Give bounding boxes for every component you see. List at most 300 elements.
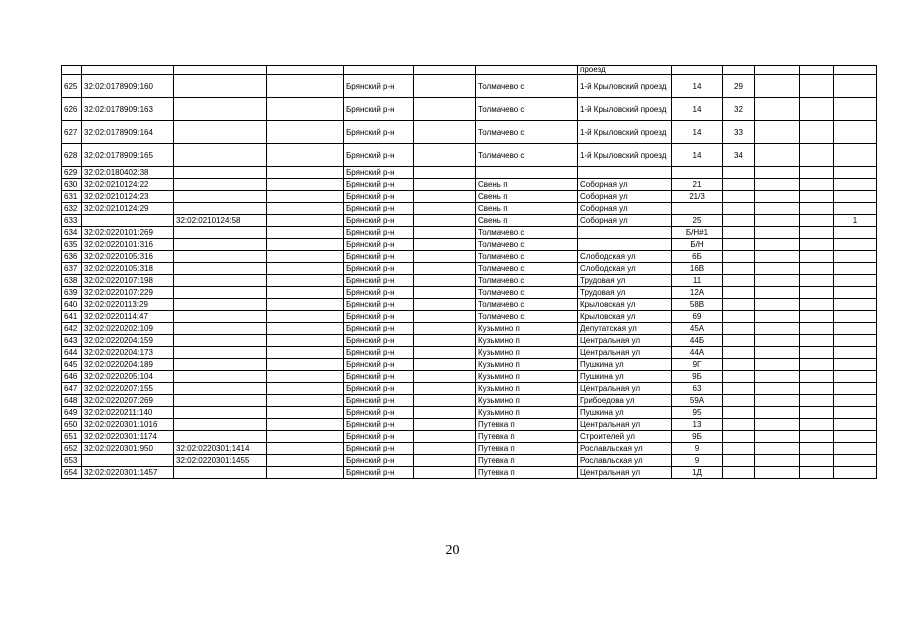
cell-blank-4	[267, 395, 344, 407]
row-number: 645	[62, 359, 82, 371]
settlement-cell: Путевка п	[476, 443, 578, 455]
district-cell: Брянский р-н	[344, 215, 414, 227]
district-cell: Брянский р-н	[344, 275, 414, 287]
cadastral-number: 32:02:0220301:1174	[82, 431, 174, 443]
cell-blank-6	[414, 121, 476, 144]
table-row	[62, 263, 877, 275]
cell-blank-6	[414, 167, 476, 179]
row-number	[62, 66, 82, 75]
district-cell: Брянский р-н	[344, 263, 414, 275]
cell-blank-4	[267, 287, 344, 299]
cadastral-number-2	[174, 203, 267, 215]
street-cell: Центральная ул	[578, 419, 672, 431]
house-number-cell: 6Б	[672, 251, 723, 263]
cadastral-number: 32:02:0178909:165	[82, 144, 174, 167]
street-cell: Рославльская ул	[578, 455, 672, 467]
count-cell	[834, 419, 877, 431]
cell-blank-6	[414, 144, 476, 167]
count-cell: 1	[834, 215, 877, 227]
house-number-cell: 11	[672, 275, 723, 287]
cell-blank-6	[414, 311, 476, 323]
cell-blank-6	[414, 299, 476, 311]
cell-blank-13	[800, 335, 834, 347]
count-cell	[834, 227, 877, 239]
apartment-number-cell	[723, 311, 755, 323]
house-number-cell: 69	[672, 311, 723, 323]
apartment-number-cell	[723, 407, 755, 419]
settlement-cell: Кузьмино п	[476, 371, 578, 383]
house-number-cell: 14	[672, 98, 723, 121]
cadastral-number-2	[174, 371, 267, 383]
apartment-number-cell	[723, 335, 755, 347]
apartment-number-cell	[723, 215, 755, 227]
cell-blank-4	[267, 121, 344, 144]
count-cell	[834, 347, 877, 359]
cell-blank-13	[800, 203, 834, 215]
cell-blank-12	[755, 275, 800, 287]
cell-blank-12	[755, 323, 800, 335]
row-number: 654	[62, 467, 82, 479]
row-number: 648	[62, 395, 82, 407]
street-cell: 1-й Крыловский проезд	[578, 121, 672, 144]
cadastral-number-2	[174, 239, 267, 251]
count-cell	[834, 287, 877, 299]
cell-blank-4	[267, 275, 344, 287]
cell-blank-13	[800, 263, 834, 275]
cell-blank-6	[414, 215, 476, 227]
table-row	[62, 323, 877, 335]
row-number: 644	[62, 347, 82, 359]
cell-blank-12	[755, 347, 800, 359]
street-cell: Пушкина ул	[578, 359, 672, 371]
table-row	[62, 335, 877, 347]
count-cell	[834, 98, 877, 121]
cell-blank-6	[414, 419, 476, 431]
district-cell: Брянский р-н	[344, 347, 414, 359]
cadastral-number	[82, 215, 174, 227]
cell-blank-12	[755, 239, 800, 251]
district-cell: Брянский р-н	[344, 311, 414, 323]
house-number-cell: 13	[672, 419, 723, 431]
settlement-cell: Кузьмино п	[476, 407, 578, 419]
table-row	[62, 467, 877, 479]
cadastral-number-2	[174, 311, 267, 323]
district-cell: Брянский р-н	[344, 443, 414, 455]
cell-blank-12	[755, 407, 800, 419]
cell-blank-4	[267, 467, 344, 479]
street-cell: Соборная ул	[578, 215, 672, 227]
cadastral-number: 32:02:0220113:29	[82, 299, 174, 311]
apartment-number-cell: 33	[723, 121, 755, 144]
row-number: 653	[62, 455, 82, 467]
row-number: 632	[62, 203, 82, 215]
cell-blank-6	[414, 323, 476, 335]
cadastral-number: 32:02:0180402:38	[82, 167, 174, 179]
row-number: 638	[62, 275, 82, 287]
cadastral-number-2	[174, 407, 267, 419]
district-cell: Брянский р-н	[344, 203, 414, 215]
cell-blank-4	[267, 167, 344, 179]
house-number-cell: 59А	[672, 395, 723, 407]
district-cell: Брянский р-н	[344, 383, 414, 395]
cadastral-number-2: 32:02:0220301:1455	[174, 455, 267, 467]
cadastral-number: 32:02:0220204:159	[82, 335, 174, 347]
street-cell: Строителей ул	[578, 431, 672, 443]
row-number: 625	[62, 75, 82, 98]
count-cell	[834, 179, 877, 191]
district-cell: Брянский р-н	[344, 395, 414, 407]
apartment-number-cell	[723, 239, 755, 251]
table-row	[62, 227, 877, 239]
count-cell	[834, 203, 877, 215]
cadastral-number-2	[174, 251, 267, 263]
apartment-number-cell: 34	[723, 144, 755, 167]
house-number-cell: 25	[672, 215, 723, 227]
cell-blank-13	[800, 431, 834, 443]
street-cell: Соборная ул	[578, 191, 672, 203]
district-cell: Брянский р-н	[344, 407, 414, 419]
settlement-cell: Кузьмино п	[476, 323, 578, 335]
street-cell: Соборная ул	[578, 203, 672, 215]
count-cell	[834, 239, 877, 251]
settlement-cell	[476, 167, 578, 179]
cell-blank-12	[755, 395, 800, 407]
row-number: 652	[62, 443, 82, 455]
apartment-number-cell: 32	[723, 98, 755, 121]
district-cell: Брянский р-н	[344, 467, 414, 479]
settlement-cell: Кузьмино п	[476, 335, 578, 347]
cadastral-number: 32:02:0220114:47	[82, 311, 174, 323]
house-number-cell: 44Б	[672, 335, 723, 347]
cadastral-number: 32:02:0178909:160	[82, 75, 174, 98]
table-row	[62, 383, 877, 395]
count-cell	[834, 407, 877, 419]
cell-blank-12	[755, 359, 800, 371]
cell-blank-13	[800, 419, 834, 431]
row-number: 646	[62, 371, 82, 383]
settlement-cell: Свень п	[476, 179, 578, 191]
cell-blank-4	[267, 191, 344, 203]
apartment-number-cell	[723, 227, 755, 239]
cell-blank-4	[267, 359, 344, 371]
count-cell	[834, 251, 877, 263]
house-number-cell: 45А	[672, 323, 723, 335]
cadastral-number: 32:02:0220301:1016	[82, 419, 174, 431]
cadastral-number: 32:02:0220204:173	[82, 347, 174, 359]
row-number: 628	[62, 144, 82, 167]
row-number: 650	[62, 419, 82, 431]
row-number: 634	[62, 227, 82, 239]
cell-blank-12	[755, 215, 800, 227]
street-cell: 1-й Крыловский проезд	[578, 75, 672, 98]
cell-blank-12	[755, 419, 800, 431]
cell-blank-4	[267, 455, 344, 467]
cadastral-number-2: 32:02:0210124:58	[174, 215, 267, 227]
house-number-cell: 1Д	[672, 467, 723, 479]
settlement-cell: Толмачево с	[476, 98, 578, 121]
apartment-number-cell	[723, 251, 755, 263]
street-cell	[578, 227, 672, 239]
house-number-cell: 14	[672, 121, 723, 144]
house-number-cell: Б/Н#1	[672, 227, 723, 239]
cell-blank-4	[267, 419, 344, 431]
table-row	[62, 287, 877, 299]
cell-blank-12	[755, 191, 800, 203]
cell-blank-13	[800, 311, 834, 323]
cell-blank-13	[800, 395, 834, 407]
street-cell: Депутатская ул	[578, 323, 672, 335]
count-cell	[834, 335, 877, 347]
settlement-cell: Свень п	[476, 215, 578, 227]
table-row	[62, 359, 877, 371]
cadastral-number-2: 32:02:0220301:1414	[174, 443, 267, 455]
count-cell	[834, 467, 877, 479]
cell-blank-6	[414, 371, 476, 383]
cell-blank-13	[800, 251, 834, 263]
cadastral-number: 32:02:0210124:23	[82, 191, 174, 203]
cell-blank-4	[267, 335, 344, 347]
cadastral-number-2	[174, 383, 267, 395]
cadastral-number: 32:02:0220202:109	[82, 323, 174, 335]
street-cell: Грибоедова ул	[578, 395, 672, 407]
street-cell: Центральная ул	[578, 347, 672, 359]
settlement-cell: Свень п	[476, 203, 578, 215]
district-cell: Брянский р-н	[344, 455, 414, 467]
apartment-number-cell	[723, 431, 755, 443]
count-cell	[834, 311, 877, 323]
house-number-cell	[672, 203, 723, 215]
district-cell: Брянский р-н	[344, 299, 414, 311]
settlement-cell: Толмачево с	[476, 287, 578, 299]
cadastral-number-2	[174, 299, 267, 311]
cell-blank-12	[755, 179, 800, 191]
street-cell: Слободская ул	[578, 263, 672, 275]
street-cell	[578, 167, 672, 179]
house-number-cell	[672, 66, 723, 75]
cadastral-number-2	[174, 359, 267, 371]
table-row	[62, 144, 877, 167]
count-cell	[834, 75, 877, 98]
count-cell	[834, 323, 877, 335]
district-cell: Брянский р-н	[344, 371, 414, 383]
cell-blank-6	[414, 407, 476, 419]
cell-blank-6	[414, 395, 476, 407]
street-cell: Крыловская ул	[578, 311, 672, 323]
table-row	[62, 239, 877, 251]
settlement-cell: Кузьмино п	[476, 359, 578, 371]
cell-blank-12	[755, 455, 800, 467]
apartment-number-cell	[723, 395, 755, 407]
district-cell: Брянский р-н	[344, 239, 414, 251]
cell-blank-13	[800, 347, 834, 359]
count-cell	[834, 121, 877, 144]
cell-blank-12	[755, 167, 800, 179]
count-cell	[834, 431, 877, 443]
count-cell	[834, 191, 877, 203]
cadastral-number-2	[174, 121, 267, 144]
cell-blank-6	[414, 66, 476, 75]
table-row	[62, 191, 877, 203]
cell-blank-13	[800, 167, 834, 179]
cell-blank-4	[267, 431, 344, 443]
cell-blank-6	[414, 179, 476, 191]
cell-blank-12	[755, 144, 800, 167]
count-cell	[834, 263, 877, 275]
cell-blank-13	[800, 275, 834, 287]
cell-blank-4	[267, 347, 344, 359]
cell-blank-6	[414, 383, 476, 395]
row-number: 641	[62, 311, 82, 323]
cell-blank-4	[267, 215, 344, 227]
cadastral-number-2	[174, 287, 267, 299]
cell-blank-13	[800, 299, 834, 311]
house-number-cell: 16В	[672, 263, 723, 275]
apartment-number-cell: 29	[723, 75, 755, 98]
table-row	[62, 66, 877, 75]
street-cell: Рославльская ул	[578, 443, 672, 455]
house-number-cell: 21	[672, 179, 723, 191]
apartment-number-cell	[723, 275, 755, 287]
row-number: 643	[62, 335, 82, 347]
house-number-cell: 9Б	[672, 371, 723, 383]
table-row	[62, 299, 877, 311]
apartment-number-cell	[723, 203, 755, 215]
row-number: 651	[62, 431, 82, 443]
settlement-cell: Кузьмино п	[476, 383, 578, 395]
count-cell	[834, 275, 877, 287]
street-cell: Пушкина ул	[578, 407, 672, 419]
house-number-cell: 12А	[672, 287, 723, 299]
apartment-number-cell	[723, 347, 755, 359]
row-number: 631	[62, 191, 82, 203]
settlement-cell: Свень п	[476, 191, 578, 203]
cell-blank-13	[800, 98, 834, 121]
apartment-number-cell	[723, 371, 755, 383]
table-row	[62, 75, 877, 98]
cell-blank-12	[755, 203, 800, 215]
house-number-cell	[672, 167, 723, 179]
cell-blank-13	[800, 443, 834, 455]
cell-blank-13	[800, 323, 834, 335]
cell-blank-6	[414, 335, 476, 347]
cadastral-number: 32:02:0220105:318	[82, 263, 174, 275]
cadastral-number-2	[174, 467, 267, 479]
cadastral-number-2	[174, 275, 267, 287]
cadastral-number: 32:02:0178909:164	[82, 121, 174, 144]
street-cell: Пушкина ул	[578, 371, 672, 383]
cadastral-number: 32:02:0220207:155	[82, 383, 174, 395]
count-cell	[834, 359, 877, 371]
row-number: 629	[62, 167, 82, 179]
settlement-cell: Толмачево с	[476, 299, 578, 311]
street-cell: 1-й Крыловский проезд	[578, 98, 672, 121]
district-cell: Брянский р-н	[344, 251, 414, 263]
cadastral-number-2	[174, 335, 267, 347]
cell-blank-4	[267, 407, 344, 419]
cadastral-number: 32:02:0220207:269	[82, 395, 174, 407]
settlement-cell: Толмачево с	[476, 251, 578, 263]
cadastral-number-2	[174, 191, 267, 203]
table-row	[62, 407, 877, 419]
cadastral-number: 32:02:0220107:229	[82, 287, 174, 299]
count-cell	[834, 167, 877, 179]
house-number-cell: 95	[672, 407, 723, 419]
cadastral-number-2	[174, 98, 267, 121]
street-cell: Слободская ул	[578, 251, 672, 263]
district-cell: Брянский р-н	[344, 191, 414, 203]
house-number-cell: 9Б	[672, 431, 723, 443]
cell-blank-13	[800, 371, 834, 383]
table-row	[62, 121, 877, 144]
row-number: 642	[62, 323, 82, 335]
district-cell: Брянский р-н	[344, 179, 414, 191]
cell-blank-4	[267, 299, 344, 311]
apartment-number-cell	[723, 191, 755, 203]
cadastral-number-2	[174, 419, 267, 431]
cell-blank-13	[800, 75, 834, 98]
settlement-cell	[476, 66, 578, 75]
cell-blank-6	[414, 275, 476, 287]
district-cell: Брянский р-н	[344, 75, 414, 98]
cadastral-number	[82, 66, 174, 75]
row-number: 633	[62, 215, 82, 227]
street-cell: Центральная ул	[578, 467, 672, 479]
cell-blank-4	[267, 371, 344, 383]
cell-blank-12	[755, 121, 800, 144]
cadastral-number-2	[174, 347, 267, 359]
street-cell: Центральная ул	[578, 383, 672, 395]
cadastral-number: 32:02:0210124:29	[82, 203, 174, 215]
cell-blank-4	[267, 239, 344, 251]
cell-blank-12	[755, 66, 800, 75]
cadastral-number: 32:02:0220211:140	[82, 407, 174, 419]
cell-blank-6	[414, 263, 476, 275]
cell-blank-4	[267, 323, 344, 335]
cell-blank-13	[800, 407, 834, 419]
count-cell	[834, 395, 877, 407]
cell-blank-6	[414, 203, 476, 215]
house-number-cell: 63	[672, 383, 723, 395]
house-number-cell: 14	[672, 75, 723, 98]
district-cell: Брянский р-н	[344, 431, 414, 443]
house-number-cell: 9	[672, 455, 723, 467]
cell-blank-13	[800, 239, 834, 251]
cell-blank-6	[414, 227, 476, 239]
apartment-number-cell	[723, 179, 755, 191]
table-row	[62, 431, 877, 443]
cell-blank-4	[267, 144, 344, 167]
settlement-cell: Кузьмино п	[476, 347, 578, 359]
cell-blank-12	[755, 75, 800, 98]
street-cell: Центральная ул	[578, 335, 672, 347]
cell-blank-4	[267, 179, 344, 191]
cell-blank-13	[800, 359, 834, 371]
table-row	[62, 275, 877, 287]
cell-blank-12	[755, 311, 800, 323]
cell-blank-13	[800, 227, 834, 239]
page-number: 20	[445, 543, 460, 558]
district-cell: Брянский р-н	[344, 227, 414, 239]
settlement-cell: Толмачево с	[476, 75, 578, 98]
settlement-cell: Толмачево с	[476, 227, 578, 239]
district-cell	[344, 66, 414, 75]
apartment-number-cell	[723, 323, 755, 335]
count-cell	[834, 383, 877, 395]
settlement-cell: Толмачево с	[476, 263, 578, 275]
apartment-number-cell	[723, 263, 755, 275]
street-cell: Трудовая ул	[578, 287, 672, 299]
district-cell: Брянский р-н	[344, 287, 414, 299]
